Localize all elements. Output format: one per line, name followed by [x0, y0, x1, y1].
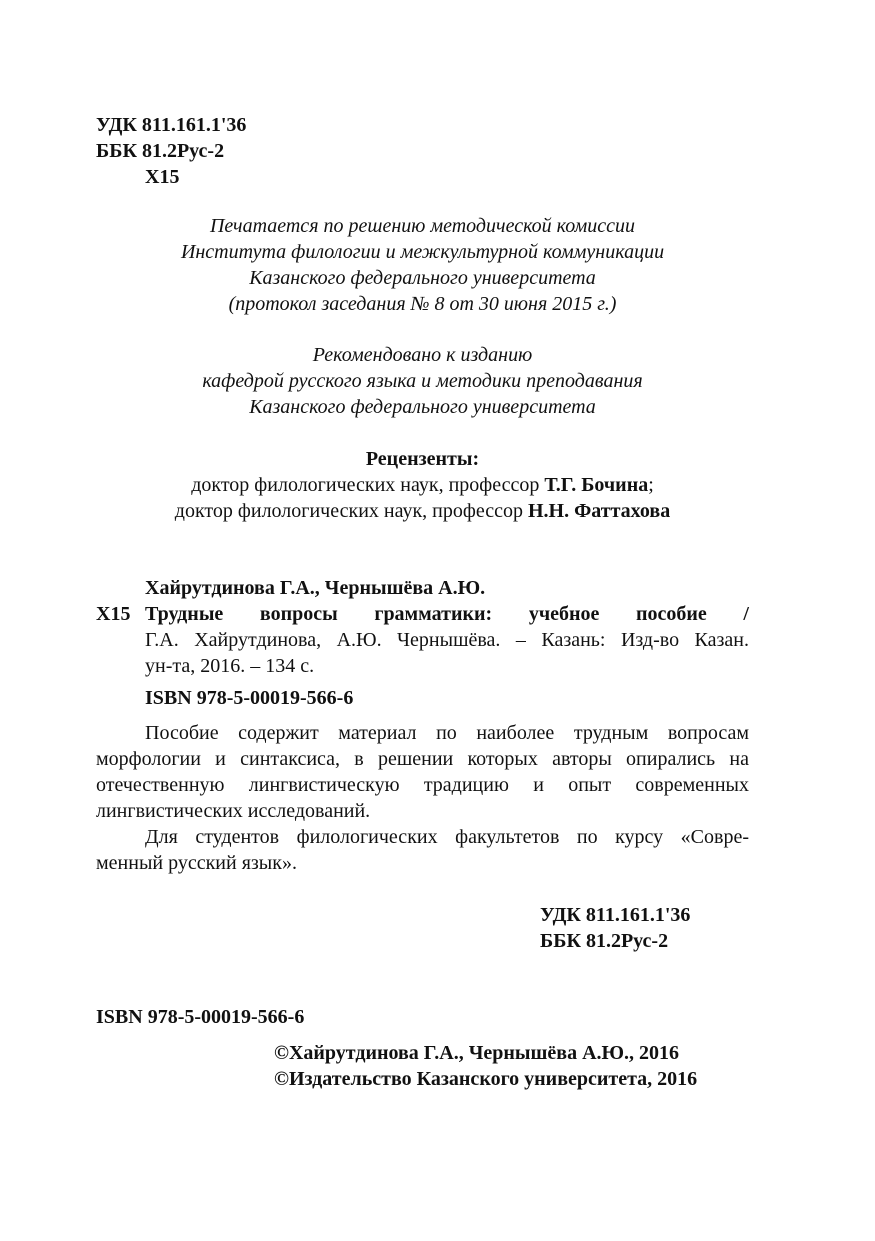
bib-title: Трудные вопросы грамматики: учебное пособие /	[145, 603, 749, 625]
bib-mark: Х15	[96, 603, 131, 625]
bib-isbn: ISBN 978-5-00019-566-6	[145, 687, 354, 709]
footer-isbn: ISBN 978-5-00019-566-6	[96, 1006, 305, 1028]
reviewer-2-name: Н.Н. Фаттахова	[527, 500, 671, 522]
bib-line: Г.А. Хайрутдинова, А.Ю. Чернышёва. – Казань: Изд-во Казан.	[145, 629, 749, 651]
annotation-line: менный русский язык».	[96, 852, 297, 874]
annotation-line: морфологии и синтаксиса, в решении которых авторы опирались на	[96, 748, 749, 770]
copyright-publisher: ©Издательство Казанского университета, 2016	[274, 1068, 698, 1090]
approval-line: Казанского федерального университета	[249, 267, 596, 289]
annotation-line: отечественную лингвистическую традицию и опыт современных	[96, 774, 749, 796]
bbk-code: ББК 81.2Рус-2	[96, 140, 225, 162]
bib-authors: Хайрутдинова Г.А., Чернышёва А.Ю.	[145, 577, 486, 599]
recommendation-line: кафедрой русского языка и методики преподавания	[202, 370, 643, 392]
reviewer-1-name: Т.Г. Бочина	[544, 474, 649, 496]
reviewer-2	[0, 498, 845, 524]
reviewer-1-punct: ;	[648, 474, 654, 496]
recommendation-line: Казанского федерального университета	[249, 396, 596, 418]
bib-line: ун-та, 2016. – 134 с.	[145, 655, 315, 677]
udk-code-bottom: УДК 811.161.1'36	[540, 904, 691, 926]
udk-code: УДК 811.161.1'36	[96, 114, 247, 136]
recommendation-line: Рекомендовано к изданию	[312, 344, 533, 366]
approval-line: Печатается по решению методической комиссии	[209, 215, 636, 237]
approval-line: (протокол заседания № 8 от 30 июня 2015 г.)	[228, 293, 617, 315]
reviewer-2-title: доктор филологических наук, профессор	[174, 500, 528, 522]
copyright-authors: ©Хайрутдинова Г.А., Чернышёва А.Ю., 2016	[274, 1042, 680, 1064]
annotation-line: Пособие содержит материал по наиболее трудным вопросам	[145, 722, 749, 744]
annotation-line: лингвистических исследований.	[96, 800, 371, 822]
annotation-line: Для студентов филологических факультетов по курсу «Совре-	[145, 826, 749, 848]
approval-line: Института филологии и межкультурной коммуникации	[180, 241, 665, 263]
reviewer-1-title: доктор филологических наук, профессор	[191, 474, 545, 496]
bbk-code-bottom: ББК 81.2Рус-2	[540, 930, 669, 952]
reviewers-heading: Рецензенты:	[365, 448, 480, 470]
reviewer-1	[0, 472, 845, 498]
author-mark: Х15	[145, 166, 180, 188]
